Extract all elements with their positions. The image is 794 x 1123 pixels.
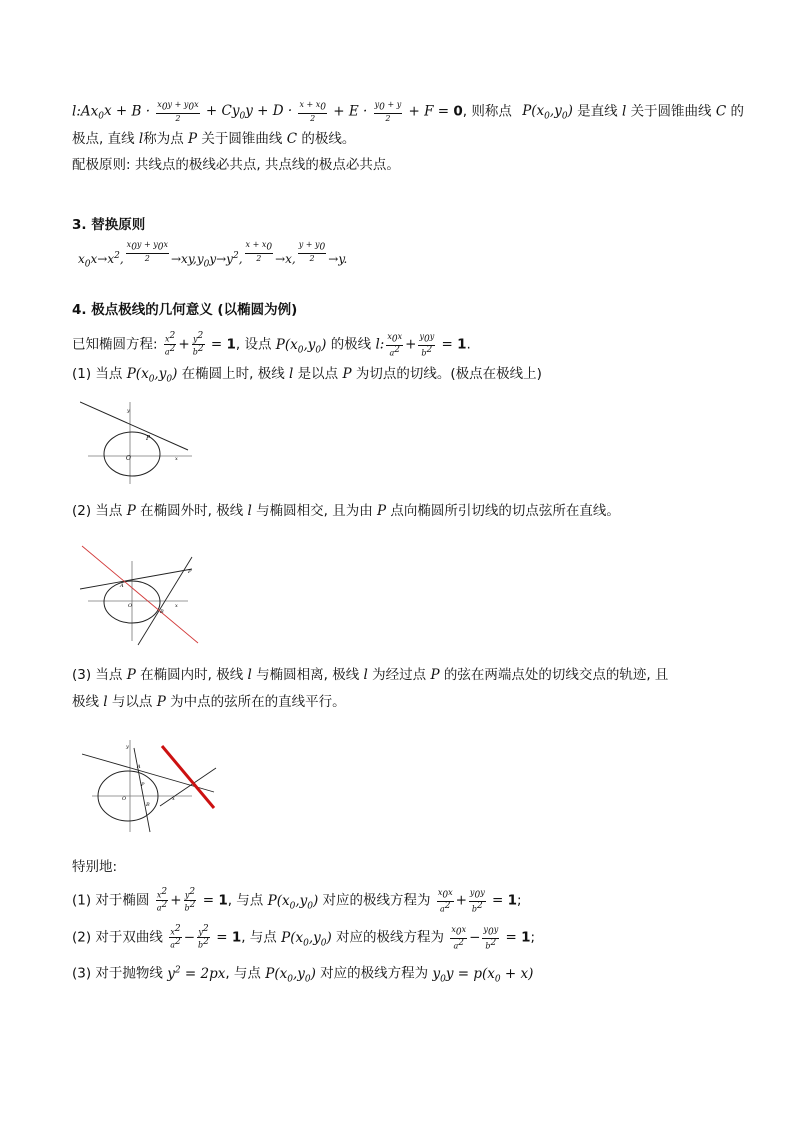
definition-line-2: 极点, 直线 l称为点 P 关于圆锥曲线 C 的极线。 bbox=[72, 131, 356, 147]
label-x: x bbox=[175, 603, 178, 609]
frac-b: $\frac{x_0y + y_0x}{2}$ bbox=[157, 100, 199, 123]
case3-f: 极线 bbox=[72, 694, 99, 710]
tangent-line-1 bbox=[80, 569, 192, 589]
special-item-1: (1) 对于椭圆 $\frac{x^2}{a^2}$ + $\frac{y^2}{b^2}$ = 1, 与点 $P(x_0,y_0)$ 对应的极线方程为 $\frac{x_0x}{a^2}$ + $\frac{y_0y}{b^2}$ = 1; bbox=[72, 887, 522, 914]
case-3-line-1: (3) 当点 P 在椭圆内时, 极线 l 与椭圆相离, 极线 l 为经过点 P 的弦在两端点处的切线交点的轨迹, 且 bbox=[72, 667, 669, 683]
label-B: B bbox=[160, 609, 164, 615]
given-a: 已知椭圆方程: bbox=[72, 336, 158, 353]
label-P: P bbox=[188, 569, 192, 575]
given-c: 的极线 bbox=[330, 336, 372, 353]
label-P: P bbox=[141, 782, 145, 788]
figure-pole-inside-ellipse bbox=[82, 734, 217, 834]
polar-line bbox=[82, 546, 198, 643]
label-O: O bbox=[122, 796, 127, 802]
special-item-2: (2) 对于双曲线 $\frac{x^2}{a^2}$ − $\frac{y^2}{b^2}$ = 1, 与点 $P(x_0,y_0)$ 对应的极线方程为 $\frac{x_0x}{a^2}$ − $\frac{y_0y}{b^2}$ = 1; bbox=[72, 924, 536, 951]
section-3-title: 3. 替换原则 bbox=[72, 217, 146, 233]
case-2: (2) 当点 P 在椭圆外时, 极线 l 与椭圆相交, 且为由 P 点向椭圆所引切线的切点弦所在直线。 bbox=[72, 503, 620, 519]
frac-d: $\frac{x + x_0}{2}$ bbox=[299, 100, 326, 123]
case-3-line-2: 极线 l 与以点 P 为中点的弦所在的直线平行。 bbox=[72, 694, 346, 710]
tangent-line bbox=[80, 402, 188, 450]
case3-g: 与以点 bbox=[111, 694, 153, 710]
def-then2: 是直线 bbox=[577, 103, 618, 120]
label-O: O bbox=[126, 455, 131, 462]
case3-h: 为中点的弦所在的直线平行。 bbox=[170, 694, 346, 710]
case2-a: (2) 当点 bbox=[72, 503, 123, 519]
math-l-prefix: l:Ax bbox=[72, 103, 99, 120]
label-y: y bbox=[126, 744, 129, 750]
tangent-line-2 bbox=[134, 748, 150, 832]
figure-pole-on-ellipse bbox=[80, 396, 200, 486]
special2-b: , 与点 bbox=[241, 929, 277, 946]
special3-a: (3) 对于抛物线 bbox=[72, 965, 163, 982]
case3-e: 的弦在两端点处的切线交点的轨迹, 且 bbox=[443, 667, 669, 683]
special1-b: , 与点 bbox=[227, 892, 264, 909]
replacement-formula: $x_0x\to x^2$, $\frac{x_0y + y_0x}{2}$ $\to xy,y_0y\to y^2$, $\frac{x + x_0}{2}$ →x, $\frac{y + y_0}{2}$ →y. bbox=[78, 240, 348, 270]
label-x: x bbox=[175, 456, 178, 462]
case1-d: 为切点的切线。(极点在极线上) bbox=[355, 366, 542, 382]
special2-a: (2) 对于双曲线 bbox=[72, 929, 163, 946]
duality-principle: 配极原则: 共线点的极线必共点, 共点线的极点必共点。 bbox=[72, 157, 400, 173]
figure-pole-outside-ellipse bbox=[80, 541, 205, 646]
definition-line-1: $l:Ax_0x + B$ · $\frac{x_0y + y_0x}{2}$ + $Cy_0y + D$ · $\frac{x + x_0}{2}$ + E · $\frac{y_0 + y}{2}$ + F = 0, 则称点 $P(x_0,y_0)$ 是直线 l 关于圆锥曲线 C 的 bbox=[72, 100, 744, 123]
ellipse bbox=[104, 432, 160, 476]
case2-b: 在椭圆外时, 极线 bbox=[140, 503, 244, 519]
case3-a: (3) 当点 bbox=[72, 667, 123, 683]
given-ellipse: 已知椭圆方程: $\frac{x^2}{a^2}$ + $\frac{y^2}{b^2}$ = 1, 设点 $P(x_0,y_0)$ 的极线 l: $\frac{x_0x}{a^2}$ + $\frac{y_0y}{b^2}$ = 1. bbox=[72, 331, 471, 358]
section-4-title: 4. 极点极线的几何意义 (以椭圆为例) bbox=[72, 302, 298, 318]
case-1: (1) 当点 $P(x_0,y_0)$ 在椭圆上时, 极线 l 是以点 P 为切点的切线。(极点在极线上) bbox=[72, 366, 542, 385]
case3-c: 与椭圆相离, 极线 bbox=[256, 667, 360, 683]
case1-a: (1) 当点 bbox=[72, 366, 123, 382]
frac-e: $\frac{y_0 + y}{2}$ bbox=[374, 100, 402, 123]
case2-c: 与椭圆相交, 且为由 bbox=[256, 503, 373, 519]
special1-a: (1) 对于椭圆 bbox=[72, 892, 150, 909]
special2-c: 对应的极线方程为 bbox=[336, 929, 445, 946]
def-line2-d: 的极线。 bbox=[301, 131, 356, 147]
label-P: P bbox=[146, 435, 151, 442]
label-O: O bbox=[128, 603, 133, 609]
label-x: x bbox=[172, 796, 175, 802]
case1-b: 在椭圆上时, 极线 bbox=[181, 366, 285, 382]
polar-line bbox=[162, 746, 214, 808]
special3-b: , 与点 bbox=[225, 965, 261, 982]
label-A: A bbox=[137, 764, 141, 770]
special-item-3: (3) 对于抛物线 $y^2 = 2px$, 与点 $P(x_0,y_0)$ 对应的极线方程为 $y_0y = p(x_0 + x)$ bbox=[72, 965, 534, 985]
case3-b: 在椭圆内时, 极线 bbox=[140, 667, 244, 683]
special1-c: 对应的极线方程为 bbox=[322, 892, 431, 909]
label-A: A bbox=[120, 583, 124, 589]
def-end: 的 bbox=[730, 103, 744, 120]
def-line2-a: 极点, 直线 bbox=[72, 131, 135, 147]
def-line2-b: 称为点 bbox=[143, 131, 184, 147]
def-then3: 关于圆锥曲线 bbox=[630, 103, 712, 120]
special3-c: 对应的极线方程为 bbox=[320, 965, 429, 982]
case1-c: 是以点 bbox=[297, 366, 339, 382]
def-line2-c: 关于圆锥曲线 bbox=[201, 131, 283, 147]
label-B: B bbox=[146, 802, 150, 808]
given-b: , 设点 bbox=[235, 336, 272, 353]
label-y: y bbox=[127, 408, 130, 414]
special-title: 特别地: bbox=[72, 859, 118, 875]
case2-d: 点向椭圆所引切线的切点弦所在直线。 bbox=[390, 503, 620, 519]
def-then: , 则称点 bbox=[462, 103, 512, 120]
case3-d: 为经过点 bbox=[372, 667, 427, 683]
